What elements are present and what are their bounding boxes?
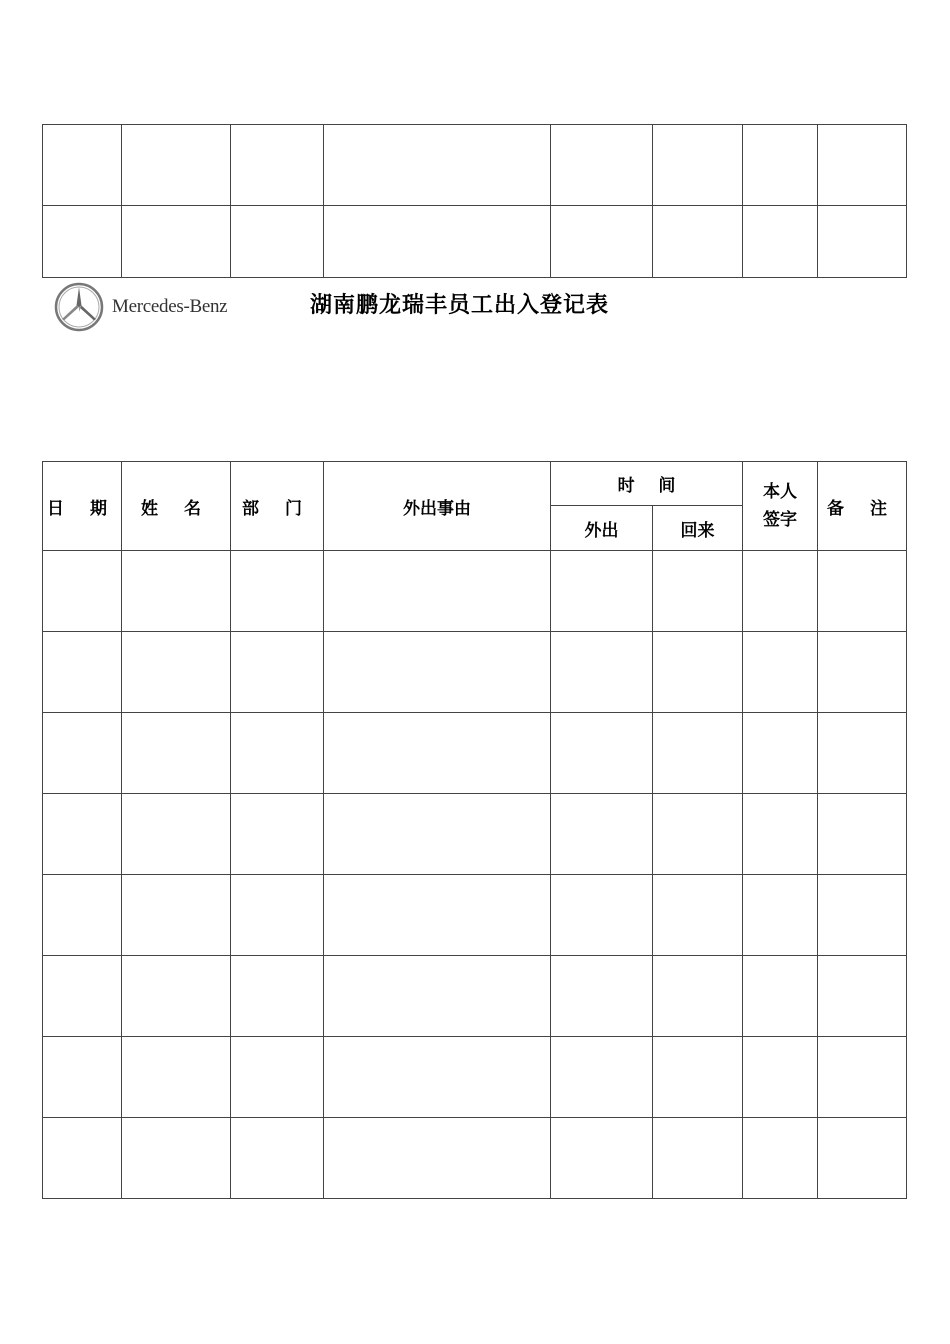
table-cell[interactable] (231, 875, 324, 956)
table-cell[interactable] (231, 551, 324, 632)
table-cell[interactable] (43, 125, 122, 206)
table-row (43, 551, 907, 632)
table-cell[interactable] (231, 632, 324, 713)
table-cell[interactable] (122, 206, 231, 278)
table-cell[interactable] (818, 206, 907, 278)
top-continuation-table (42, 124, 907, 278)
table-cell[interactable] (324, 875, 551, 956)
table-cell[interactable] (653, 875, 743, 956)
table-cell[interactable] (231, 956, 324, 1037)
table-cell[interactable] (551, 956, 653, 1037)
table-row (43, 206, 907, 278)
table-cell[interactable] (43, 1037, 122, 1118)
table-cell[interactable] (324, 632, 551, 713)
header-row (43, 462, 907, 506)
header-date: 日 期 (43, 462, 122, 551)
table-cell[interactable] (653, 206, 743, 278)
header-time: 时 间 (551, 462, 743, 506)
table-cell[interactable] (122, 125, 231, 206)
table-cell[interactable] (551, 1037, 653, 1118)
table-row (43, 125, 907, 206)
table-cell[interactable] (653, 632, 743, 713)
table-cell[interactable] (551, 713, 653, 794)
table-row (43, 956, 907, 1037)
header-time-back: 回来 (653, 506, 743, 551)
table-cell[interactable] (43, 794, 122, 875)
table-cell[interactable] (551, 1118, 653, 1199)
table-cell[interactable] (122, 956, 231, 1037)
table-cell[interactable] (743, 794, 818, 875)
table-cell[interactable] (231, 125, 324, 206)
table-cell[interactable] (818, 794, 907, 875)
table-cell[interactable] (653, 956, 743, 1037)
table-cell[interactable] (551, 551, 653, 632)
table-row (43, 794, 907, 875)
table-cell[interactable] (551, 794, 653, 875)
header-signature-line2: 签字 (763, 510, 797, 530)
table-cell[interactable] (653, 1037, 743, 1118)
table-row (43, 875, 907, 956)
table-cell[interactable] (231, 713, 324, 794)
mercedes-benz-logo (54, 282, 227, 332)
table-row (43, 713, 907, 794)
table-cell[interactable] (818, 632, 907, 713)
table-cell[interactable] (122, 632, 231, 713)
header-name: 姓 名 (122, 462, 231, 551)
table-cell[interactable] (43, 632, 122, 713)
table-cell[interactable] (324, 206, 551, 278)
table-row (43, 1118, 907, 1199)
table-cell[interactable] (653, 551, 743, 632)
table-cell[interactable] (818, 125, 907, 206)
table-cell[interactable] (231, 1037, 324, 1118)
table-cell[interactable] (122, 551, 231, 632)
table-row (43, 632, 907, 713)
table-cell[interactable] (818, 875, 907, 956)
table-cell[interactable] (653, 1118, 743, 1199)
table-cell[interactable] (43, 875, 122, 956)
table-cell[interactable] (122, 1037, 231, 1118)
table-cell[interactable] (122, 875, 231, 956)
table-cell[interactable] (818, 1037, 907, 1118)
table-cell[interactable] (818, 1118, 907, 1199)
header-signature (743, 462, 818, 551)
table-cell[interactable] (653, 125, 743, 206)
table-cell[interactable] (743, 125, 818, 206)
table-cell[interactable] (653, 713, 743, 794)
table-cell[interactable] (818, 713, 907, 794)
table-cell[interactable] (743, 206, 818, 278)
table-cell[interactable] (653, 794, 743, 875)
brand-name: Mercedes-Benz (112, 296, 228, 317)
table-row (43, 1037, 907, 1118)
table-cell[interactable] (231, 206, 324, 278)
table-cell[interactable] (743, 551, 818, 632)
table-cell[interactable] (43, 956, 122, 1037)
table-cell[interactable] (324, 1118, 551, 1199)
table-cell[interactable] (743, 713, 818, 794)
table-cell[interactable] (324, 125, 551, 206)
table-cell[interactable] (324, 551, 551, 632)
table-cell[interactable] (551, 206, 653, 278)
header-signature-line1: 本人 (763, 482, 797, 502)
table-cell[interactable] (743, 875, 818, 956)
register-table (42, 461, 907, 1199)
table-cell[interactable] (231, 1118, 324, 1199)
table-cell[interactable] (818, 956, 907, 1037)
table-cell[interactable] (324, 1037, 551, 1118)
mercedes-star-icon (54, 282, 104, 332)
header-remark: 备 注 (818, 462, 907, 551)
table-cell[interactable] (743, 1037, 818, 1118)
page-title: 湖南鹏龙瑞丰员工出入登记表 (310, 292, 610, 318)
table-cell[interactable] (43, 551, 122, 632)
table-cell[interactable] (122, 1118, 231, 1199)
table-cell[interactable] (743, 632, 818, 713)
table-cell[interactable] (43, 1118, 122, 1199)
table-cell[interactable] (231, 794, 324, 875)
table-cell[interactable] (551, 875, 653, 956)
table-cell[interactable] (743, 1118, 818, 1199)
header-reason: 外出事由 (324, 462, 551, 551)
table-cell[interactable] (43, 206, 122, 278)
table-cell[interactable] (551, 125, 653, 206)
table-cell[interactable] (324, 713, 551, 794)
table-cell[interactable] (43, 713, 122, 794)
table-cell[interactable] (324, 794, 551, 875)
header-time-out: 外出 (551, 506, 653, 551)
header-department: 部 门 (231, 462, 324, 551)
table-cell[interactable] (122, 713, 231, 794)
table-cell[interactable] (324, 956, 551, 1037)
table-cell[interactable] (743, 956, 818, 1037)
table-cell[interactable] (551, 632, 653, 713)
table-cell[interactable] (122, 794, 231, 875)
table-cell[interactable] (818, 551, 907, 632)
